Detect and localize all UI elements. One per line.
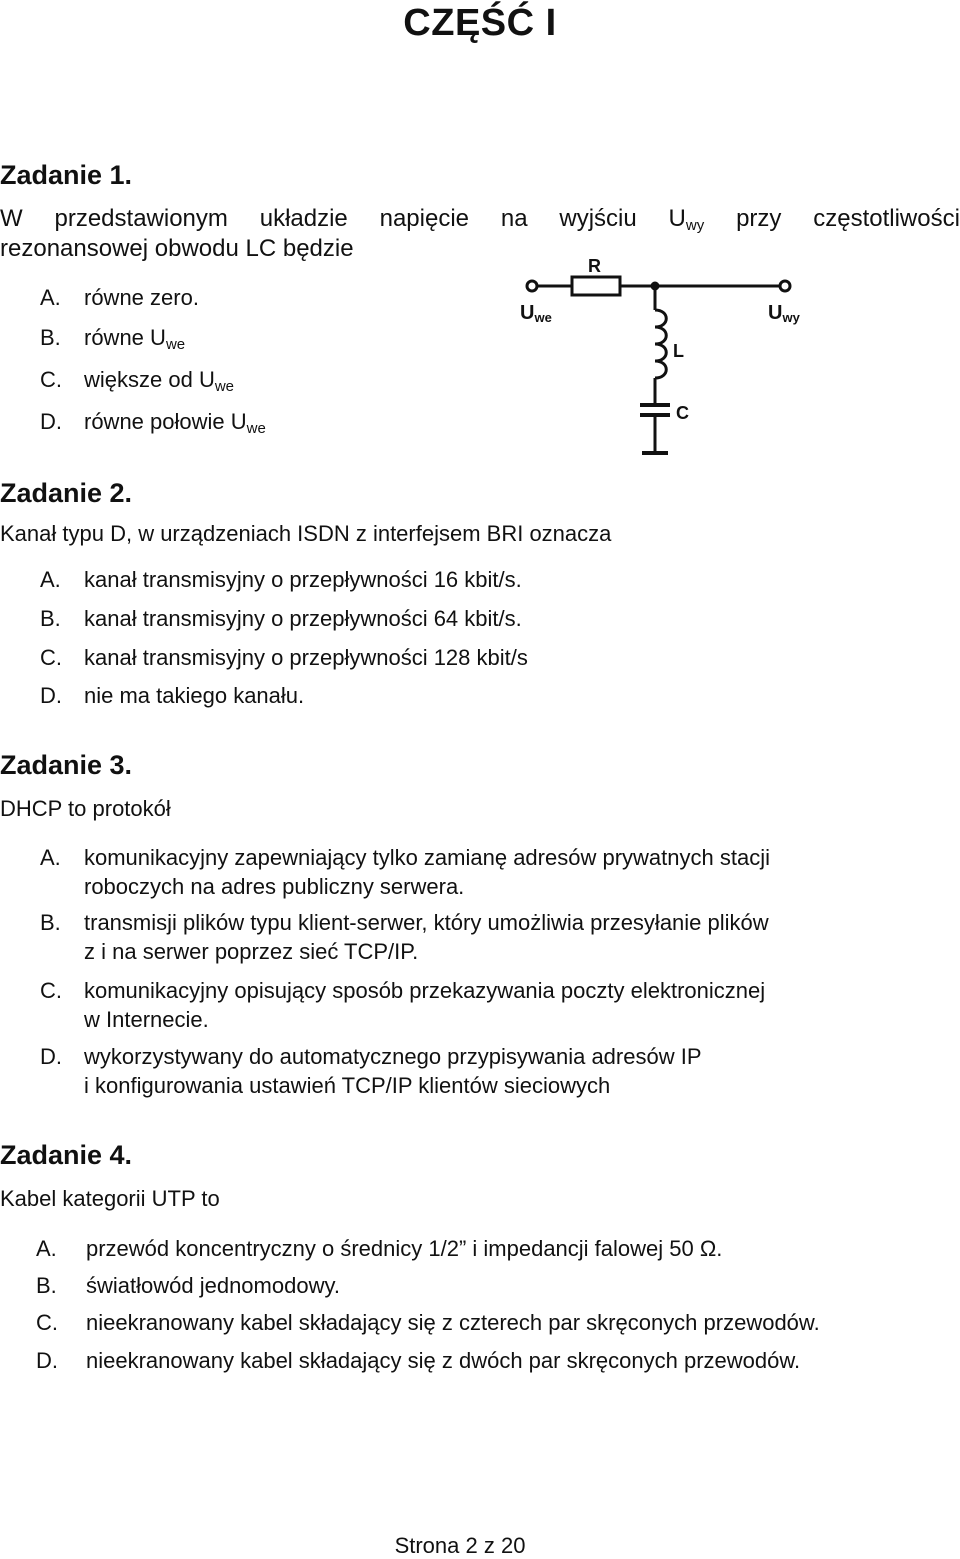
option-text: równe [84,325,151,350]
option-text: równe zero. [84,285,199,310]
option-letter: B. [40,910,61,935]
inductor-label: L [673,341,684,361]
q1-word: przy [736,205,782,232]
option-letter: D. [36,1348,58,1373]
q1-word: W [0,205,23,232]
q1-option-d[interactable] [40,409,266,435]
q4-option-b[interactable] [36,1273,340,1299]
q1-word: wyjściu [559,205,637,232]
option-letter: C. [36,1310,58,1335]
option-letter: B. [40,606,61,631]
q1-heading: Zadanie 1. [0,160,133,190]
rlc-circuit-diagram [510,255,820,465]
option-letter: B. [36,1273,57,1298]
option-text: roboczych na adres publiczny serwera. [84,874,465,899]
q2-option-c[interactable] [40,645,528,671]
inductor [655,310,666,378]
option-text: większe od [84,367,199,392]
q4-option-c[interactable] [36,1310,820,1336]
option-text: kanał transmisyjny o przepływności 64 kbit/s. [84,606,522,631]
q1-question-line1 [0,205,960,233]
q3-option-a[interactable] [40,843,770,901]
q1-option-a[interactable] [40,285,199,311]
option-text: nieekranowany kabel składający się z czterech par skręconych przewodów. [86,1310,820,1335]
q1-question-line2: rezonansowej obwodu LC będzie [0,235,354,262]
option-letter: D. [40,1044,62,1069]
q1-word: częstotliwości [813,205,960,232]
option-u-sub: we [165,336,186,353]
option-text: komunikacyjny opisujący sposób przekazywania poczty elektronicznej [84,978,766,1003]
q2-heading: Zadanie 2. [0,478,133,508]
q3-question: DHCP to protokół [0,796,171,821]
resistor-label: R [588,256,601,276]
option-letter: C. [40,645,62,670]
page-title: CZĘŚĆ I [403,2,557,44]
q3-option-b[interactable] [40,908,769,966]
q2-option-d[interactable] [40,683,304,709]
option-u: U [230,409,247,434]
q4-question: Kabel kategorii UTP to [0,1186,220,1211]
q4-option-d[interactable] [36,1348,800,1374]
option-letter: D. [40,409,62,434]
q1-u-wy: $U_{wy}$ [668,205,705,234]
output-voltage-label: Uwy [768,302,800,325]
input-terminal [527,281,537,291]
q4-option-a[interactable] [36,1236,722,1262]
q2-question: Kanał typu D, w urządzeniach ISDN z interfejsem BRI oznacza [0,521,612,546]
option-text: światłowód jednomodowy. [86,1273,340,1298]
input-voltage-label: Uwe [520,302,552,325]
option-u-sub: we [214,378,235,395]
option-letter: C. [40,978,62,1003]
resistor [572,277,620,295]
option-text: równe połowie [84,409,231,434]
q4-heading: Zadanie 4. [0,1140,133,1170]
output-terminal [780,281,790,291]
option-letter: D. [40,683,62,708]
option-letter: A. [40,845,61,870]
option-text: komunikacyjny zapewniający tylko zamianę adresów prywatnych stacji [84,845,770,870]
option-letter: C. [40,367,62,392]
option-text: z i na serwer poprzez sieć TCP/IP. [84,939,419,964]
option-text: nie ma takiego kanału. [84,683,305,708]
option-letter: A. [36,1236,57,1261]
option-letter: B. [40,325,61,350]
q2-option-a[interactable] [40,567,522,593]
option-text: kanał transmisyjny o przepływności 128 kbit/s [84,645,528,670]
option-u: U [198,367,215,392]
q1-word: układzie [259,205,348,232]
option-text: wykorzystywany do automatycznego przypisywania adresów IP [84,1044,702,1069]
option-u-sub: we [246,420,266,437]
q3-option-d[interactable] [40,1042,702,1100]
q2-option-b[interactable] [40,606,522,632]
option-text: przewód koncentryczny o średnicy 1/2” i impedancji falowej 50 Ω. [86,1236,723,1261]
option-letter: A. [40,567,61,592]
page-number: Strona 2 z 20 [394,1533,526,1558]
option-text: w Internecie. [84,1007,209,1032]
option-u: U [150,325,166,350]
q1-word: na [500,205,528,232]
q1-option-c[interactable] [40,367,234,393]
q3-option-c[interactable] [40,976,765,1034]
option-text: transmisji plików typu klient-serwer, który umożliwia przesyłanie plików [84,910,769,935]
q1-word: przedstawionym [54,205,228,232]
q3-heading: Zadanie 3. [0,750,133,780]
q1-option-b[interactable] [40,325,185,351]
option-text: nieekranowany kabel składający się z dwóch par skręconych przewodów. [86,1348,801,1373]
capacitor-label: C [676,403,689,423]
option-letter: A. [40,285,61,310]
option-text: kanał transmisyjny o przepływności 16 kbit/s. [84,567,522,592]
option-text: i konfigurowania ustawień TCP/IP klientów sieciowych [84,1073,611,1098]
q1-word: napięcie [379,205,470,232]
